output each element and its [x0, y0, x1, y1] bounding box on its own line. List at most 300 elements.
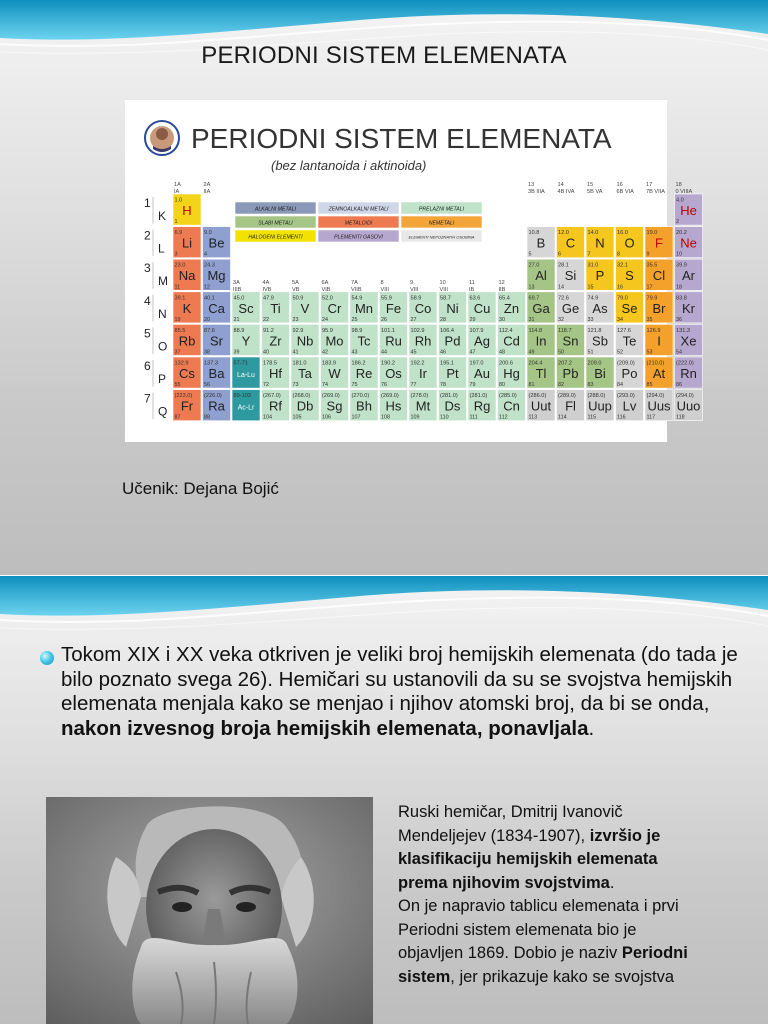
group-label-roman: VIII: [439, 286, 448, 293]
element-number: 75: [351, 382, 358, 389]
element-mass: 9.0: [204, 230, 212, 237]
element-number: 76: [381, 382, 387, 389]
paragraph-1-bold: izvršio je klasifikaciju hemijskih elemenata prema njihovim svojstvima: [398, 826, 661, 892]
element-mass: 209.0: [587, 360, 602, 367]
element-symbol: Rh: [414, 333, 432, 349]
element-symbol: Ag: [474, 333, 490, 349]
shell-letter: O: [158, 339, 168, 354]
element-cell-po: [616, 357, 644, 388]
element-number: 34: [617, 316, 623, 323]
element-mass: 207.2: [558, 360, 572, 367]
element-symbol: Ne: [680, 235, 697, 251]
element-cell-mn: [350, 292, 378, 323]
group-label-roman: VIII: [410, 286, 419, 293]
element-mass: 4.0: [676, 197, 684, 204]
element-mass: (286.0): [528, 393, 547, 400]
element-cell-xe: [675, 324, 703, 355]
element-number: 51: [587, 349, 594, 356]
element-symbol: Sr: [210, 333, 223, 349]
mendeleev-portrait-image: [46, 797, 373, 1024]
element-number: 16: [617, 284, 623, 291]
element-number: 118: [676, 414, 685, 421]
element-cell-s: [616, 259, 644, 290]
element-symbol: Ca: [208, 300, 225, 316]
element-cell-si: [557, 259, 585, 290]
element-cell-be: [203, 227, 231, 258]
element-number: 26: [381, 316, 387, 323]
element-mass: 118.7: [558, 327, 572, 334]
element-symbol: As: [592, 300, 608, 316]
element-number: 73: [292, 382, 299, 389]
group-label-roman: VIB: [321, 286, 331, 293]
element-symbol: Cr: [327, 300, 342, 316]
element-mass: 45.0: [233, 295, 245, 302]
group-label: 14: [557, 182, 564, 188]
element-symbol: F: [655, 235, 663, 251]
logo-emblem-icon: [145, 121, 179, 155]
group-label: 7A: [351, 279, 358, 286]
shell-letter: M: [158, 274, 168, 289]
element-number: 39: [233, 349, 240, 356]
element-cell-ds: [439, 390, 467, 421]
element-cell-ra: [203, 390, 231, 421]
element-number: 109: [410, 414, 420, 421]
element-cell-cu: [468, 292, 496, 323]
element-number: 45: [410, 349, 417, 356]
element-symbol: He: [680, 203, 697, 218]
element-number: 24: [322, 316, 328, 323]
period-number: 1: [144, 196, 151, 210]
element-cell-ti: [262, 292, 290, 323]
element-symbol: Bi: [594, 366, 606, 381]
element-number: 114: [558, 414, 567, 421]
element-cell-b: [527, 227, 555, 258]
paragraph-1-end: .: [609, 873, 615, 892]
element-symbol: S: [625, 268, 634, 284]
element-cell-tc: [350, 324, 378, 355]
element-cell-cn: [498, 390, 526, 421]
element-symbol: B: [536, 235, 546, 251]
element-number: 50: [558, 349, 564, 356]
element-cell-rb: [173, 324, 201, 355]
element-mass: 58.7: [440, 295, 451, 302]
element-symbol: Zn: [503, 300, 520, 316]
element-number: 107: [351, 414, 361, 421]
shell-letter: K: [158, 209, 167, 223]
svg-text:METALOIDI: METALOIDI: [344, 220, 373, 227]
element-cell-tl: [527, 357, 555, 388]
slide-2: [0, 576, 768, 1024]
element-mass: (294.0): [676, 393, 694, 400]
group-label-roman: IIB: [498, 286, 506, 293]
element-cell-ne: [675, 227, 703, 258]
element-number: 104: [263, 414, 272, 421]
element-cell-ga: [527, 292, 555, 323]
element-mass: (209.0): [617, 360, 635, 367]
element-symbol: Hs: [385, 398, 402, 414]
element-symbol: Ru: [385, 333, 402, 349]
element-number: 7: [587, 251, 591, 258]
element-cell-ar: [675, 259, 703, 290]
element-mass: 101.1: [381, 327, 395, 334]
svg-text:ZEMNOALKALNI METALI: ZEMNOALKALNI METALI: [328, 206, 389, 213]
group-label-roman: 5B VA: [587, 189, 603, 195]
element-symbol: Os: [385, 366, 402, 381]
element-symbol: Mo: [325, 333, 344, 349]
element-number: 72: [263, 382, 269, 389]
element-number: 83: [587, 382, 594, 389]
element-cell-cr: [321, 292, 349, 323]
group-label: 2A: [203, 182, 211, 188]
element-cell-cs: [173, 357, 201, 388]
element-symbol: Rg: [473, 398, 491, 414]
svg-text:ALKALNI METALI: ALKALNI METALI: [254, 206, 297, 213]
group-label: 3A: [233, 279, 240, 286]
element-mass: 63.6: [469, 295, 481, 302]
element-number: 19: [174, 316, 181, 323]
element-symbol: Ta: [298, 366, 312, 381]
element-cell-uus: [645, 390, 673, 421]
element-symbol: Si: [564, 268, 577, 284]
element-mass: 178.5: [263, 360, 277, 367]
element-mass: 28.1: [558, 262, 569, 269]
group-label-roman: 6B VIA: [616, 189, 634, 195]
group-label-roman: VB: [292, 286, 300, 293]
element-mass: 24.3: [204, 262, 215, 269]
element-symbol: Be: [208, 235, 225, 251]
element-mass: 74.9: [587, 295, 599, 302]
element-mass: 65.4: [499, 295, 510, 302]
element-number: 106: [322, 414, 331, 421]
element-cell-nb: [291, 324, 319, 355]
element-mass: (288.0): [587, 393, 606, 400]
element-mass: 79.0: [617, 295, 628, 302]
element-cell-co: [409, 292, 437, 323]
svg-text:HALOGENI ELEMENTI: HALOGENI ELEMENTI: [248, 234, 303, 241]
group-label: 6A: [321, 279, 329, 286]
group-label: 12: [498, 279, 505, 286]
element-mass: 83.8: [676, 295, 687, 302]
element-number: 38: [204, 349, 210, 356]
element-mass: 6.9: [174, 230, 183, 237]
element-cell-pd: [439, 324, 467, 355]
element-cell-pb: [557, 357, 585, 388]
element-cell-la-lu: [232, 357, 260, 388]
element-number: 88: [204, 414, 210, 421]
element-mass: (293.0): [617, 393, 635, 400]
element-symbol: O: [624, 235, 635, 251]
element-mass: 12.0: [558, 230, 569, 237]
element-number: 1: [174, 219, 178, 226]
element-mass: (270.0): [351, 393, 370, 400]
element-mass: 106.4: [440, 327, 454, 334]
element-mass: 114.8: [528, 327, 543, 334]
element-symbol: Mg: [207, 268, 226, 284]
element-cell-hf: [262, 357, 290, 388]
element-mass: 121.8: [587, 327, 602, 334]
element-cell-au: [468, 357, 496, 388]
table-legend: [235, 202, 482, 242]
element-number: 17: [646, 284, 653, 291]
shell-letter: Q: [158, 404, 168, 419]
element-symbol: Fe: [385, 300, 402, 316]
group-label-roman: IA: [174, 189, 180, 195]
element-cell-fr: [173, 390, 201, 421]
group-label: 5A: [292, 279, 299, 286]
element-symbol: P: [595, 268, 605, 284]
element-symbol: Cu: [473, 300, 491, 316]
element-number: 48: [499, 349, 505, 356]
bullet-icon: [40, 651, 54, 665]
periodic-table-image: [125, 100, 701, 442]
element-mass: (267.0): [263, 393, 281, 400]
element-number: 115: [587, 414, 597, 421]
student-name: Učenik: Dejana Bojić: [122, 479, 279, 498]
element-number: 36: [676, 316, 682, 323]
element-number: 3: [174, 251, 178, 258]
element-symbol: Ga: [532, 300, 550, 316]
group-label: 11: [469, 279, 475, 286]
group-label: 4A: [262, 279, 270, 286]
element-number: 22: [263, 316, 269, 323]
element-mass: 127.6: [617, 327, 631, 334]
portrait-illustration: [46, 797, 373, 1024]
element-cell-h: [173, 194, 201, 225]
element-mass: 31.0: [587, 262, 599, 269]
element-number: 44: [381, 349, 387, 356]
element-mass: 54.9: [351, 295, 363, 302]
element-mass: 132.9: [174, 360, 189, 367]
legend-item: [401, 230, 482, 242]
element-symbol: Rf: [269, 398, 282, 414]
element-mass: (281.0): [440, 393, 458, 400]
element-cell-ta: [291, 357, 319, 388]
legend-item: [318, 216, 399, 228]
table-title: PERIODNI SISTEM ELEMENATA: [191, 123, 612, 154]
element-cell-rn: [675, 357, 703, 388]
period-number: 4: [144, 293, 151, 308]
element-mass: 47.9: [263, 295, 274, 302]
element-cell-f: [645, 227, 673, 258]
element-symbol: At: [652, 366, 666, 381]
element-cell-mo: [321, 324, 349, 355]
element-symbol: Al: [535, 268, 547, 284]
element-cell-he: [675, 194, 703, 225]
element-symbol: Cl: [652, 268, 666, 284]
mendeleev-paragraph: [398, 801, 698, 989]
element-mass: 69.7: [528, 295, 540, 302]
element-symbol: Zr: [269, 333, 282, 349]
element-number: 20: [204, 316, 210, 323]
element-cell-uuo: [675, 390, 703, 421]
element-number: 6: [558, 251, 561, 258]
element-cell-kr: [675, 292, 703, 323]
element-cell-bi: [586, 357, 614, 388]
legend-item: [318, 202, 399, 214]
element-mass: 20.2: [676, 230, 687, 237]
element-mass: 181.0: [292, 360, 307, 367]
element-mass: 197.0: [469, 360, 484, 367]
element-symbol: Mn: [354, 300, 374, 316]
element-cell-ru: [380, 324, 408, 355]
element-number: 53: [646, 349, 653, 356]
element-number: 85: [646, 382, 653, 389]
element-number: 110: [440, 414, 449, 421]
element-number: 87: [174, 414, 181, 421]
element-mass: 88.9: [233, 327, 245, 334]
element-mass: 98.9: [351, 327, 363, 334]
element-number: 32: [558, 316, 564, 323]
element-cell-k: [173, 292, 201, 323]
element-symbol: Re: [355, 366, 373, 381]
paragraph-1-plain: Ruski hemičar, Dmitrij Ivanovič Mendeljejev (1834-1907),: [398, 803, 623, 845]
element-number: 37: [174, 349, 181, 356]
element-number: 25: [351, 316, 358, 323]
element-cell-sb: [586, 324, 614, 355]
element-mass: 91.2: [263, 327, 274, 334]
element-number: 30: [499, 316, 505, 323]
element-mass: 52.0: [322, 295, 333, 302]
period-number: 5: [144, 326, 151, 341]
element-mass: 57-71: [233, 360, 248, 367]
element-cell-rf: [262, 390, 290, 421]
element-symbol: K: [182, 300, 192, 316]
element-symbol: Ra: [208, 398, 225, 414]
element-mass: 204.4: [528, 360, 543, 367]
legend-item: [235, 202, 316, 214]
element-symbol: Hf: [269, 366, 282, 381]
group-label-roman: VIIB: [351, 286, 362, 293]
element-mass: 126.9: [646, 327, 661, 334]
slide-title: PERIODNI SISTEM ELEMENATA: [201, 42, 567, 69]
element-cell-mg: [203, 259, 231, 290]
group-label-roman: IIIB: [233, 286, 242, 293]
element-symbol: W: [328, 366, 341, 381]
element-symbol: Pb: [562, 366, 579, 381]
element-symbol: Li: [181, 235, 193, 251]
group-label: 8: [380, 279, 384, 286]
element-number: 9: [646, 251, 650, 258]
element-number: 5: [528, 251, 532, 258]
element-number: 33: [587, 316, 594, 323]
element-mass: (222.0): [676, 360, 694, 367]
element-cell-te: [616, 324, 644, 355]
element-number: 77: [410, 382, 417, 389]
element-symbol: Ir: [419, 366, 427, 381]
group-label: 17: [646, 182, 653, 188]
bullet-text-end: .: [588, 716, 595, 740]
element-cell-v: [291, 292, 319, 323]
svg-text:ELEMENTI NEPOZNATIH OSOBINA: ELEMENTI NEPOZNATIH OSOBINA: [408, 234, 475, 240]
element-mass: 72.6: [558, 295, 569, 302]
group-label: 18: [675, 182, 682, 188]
bullet-text: [61, 643, 740, 741]
element-number: 29: [469, 316, 476, 323]
element-cell-uut: [527, 390, 555, 421]
element-mass: 190.2: [381, 360, 395, 367]
shell-letter: P: [158, 372, 167, 386]
element-mass: (226.0): [204, 393, 222, 400]
table-subtitle: (bez lantanoida i aktinoida): [271, 158, 427, 173]
element-number: 46: [440, 349, 446, 356]
element-mass: 200.6: [499, 360, 513, 367]
group-label-roman: IIA: [203, 189, 211, 195]
period-number: 3: [144, 261, 151, 276]
element-mass: (223.0): [174, 393, 193, 400]
element-cell-hs: [380, 390, 408, 421]
element-cell-as: [586, 292, 614, 323]
element-cell-li: [173, 227, 201, 258]
element-symbol: Ds: [444, 398, 461, 414]
group-label: 10: [439, 279, 446, 286]
element-mass: 89-103: [233, 393, 251, 400]
element-mass: (269.0): [322, 393, 340, 400]
element-number: 40: [263, 349, 269, 356]
element-cell-y: [232, 324, 260, 355]
element-mass: 137.3: [204, 360, 218, 367]
element-mass: 85.5: [174, 327, 186, 334]
element-number: 111: [469, 414, 478, 421]
element-cell-sr: [203, 324, 231, 355]
element-number: 74: [322, 382, 328, 389]
element-symbol: Ni: [446, 300, 459, 316]
bullet-paragraph: [40, 643, 740, 741]
element-number: 31: [528, 316, 535, 323]
group-label: 1A: [174, 182, 181, 188]
element-number: 112: [499, 414, 508, 421]
element-symbol: Cd: [503, 333, 520, 349]
group-label: 16: [616, 182, 623, 188]
element-symbol: Cn: [503, 398, 520, 414]
group-label: 15: [587, 182, 594, 188]
element-symbol: Tl: [535, 366, 547, 381]
element-symbol: Pd: [444, 333, 461, 349]
element-number: 56: [204, 382, 210, 389]
period-labels: [144, 196, 168, 419]
element-mass: (269.0): [381, 393, 399, 400]
element-symbol: Te: [622, 333, 637, 349]
element-mass: 27.0: [528, 262, 540, 269]
bullet-text-plain: Tokom XIX i XX veka otkriven je veliki broj hemijskih elemenata (do tada je bilo poznato svega 26). Hemičari su ustanovili da su se svojstva hemijskih elemenata menjala kako se menjao i njihov atomski broj, da bi se onda,: [61, 643, 738, 715]
element-number: 47: [469, 349, 476, 356]
element-cell-db: [291, 390, 319, 421]
group-label-roman: IB: [469, 286, 475, 293]
svg-text:PLEMENITI GASOVI: PLEMENITI GASOVI: [334, 234, 383, 241]
element-symbol: Mt: [415, 398, 431, 414]
group-label: 9: [410, 279, 414, 286]
element-number: 80: [499, 382, 505, 389]
element-symbol: I: [657, 333, 661, 349]
element-cell-ca: [203, 292, 231, 323]
element-cell-zr: [262, 324, 290, 355]
element-symbol: Se: [621, 300, 638, 316]
element-symbol: V: [300, 300, 310, 316]
period-number: 7: [144, 391, 151, 406]
element-number: 79: [469, 382, 476, 389]
svg-text:SLABI METALI: SLABI METALI: [258, 220, 293, 227]
element-symbol: Sb: [592, 333, 608, 349]
svg-text:NEMETALI: NEMETALI: [428, 220, 455, 227]
element-symbol: Sn: [562, 333, 579, 349]
element-mass: 92.9: [292, 327, 304, 334]
element-cell-ac-lr: [232, 390, 260, 421]
element-mass: (268.0): [292, 393, 311, 400]
element-cell-sn: [557, 324, 585, 355]
svg-text:PRELAZNI METALI: PRELAZNI METALI: [418, 206, 465, 213]
element-mass: 1.0: [174, 197, 183, 204]
element-symbol: Ge: [561, 300, 580, 316]
element-number: 43: [351, 349, 358, 356]
